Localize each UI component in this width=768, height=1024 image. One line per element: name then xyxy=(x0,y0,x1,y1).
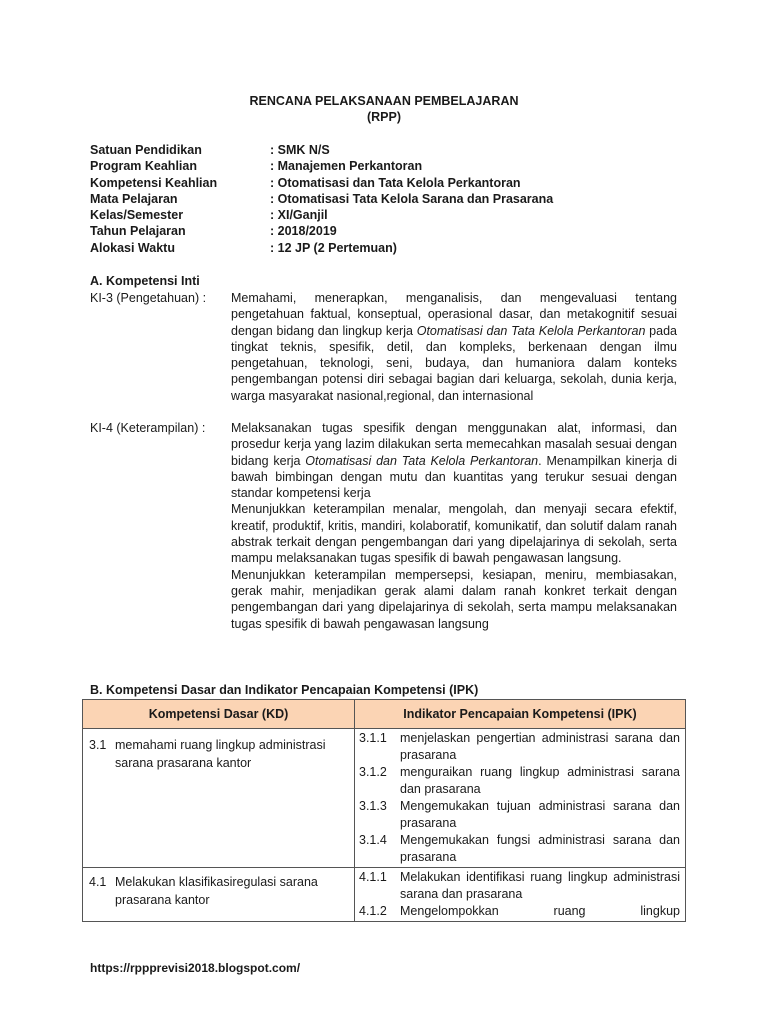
ki4-paragraph-2: Menunjukkan keterampilan menalar, mengolah, dan menyaji secara efektif, kreatif, produktif, kritis, mandiri, kolaboratif, komunikatif, dan solutif dalam ranah abstrak terkait dengan pengembangan dari yang dipelajarinya di sekolah, serta mampu melaksanakan tugas spesifik di bawah pengawasan langsung. xyxy=(231,502,677,566)
identity-value: : Otomatisasi Tata Kelola Sarana dan Prasarana xyxy=(270,191,554,206)
identity-row xyxy=(90,158,690,174)
identity-label: Tahun Pelajaran xyxy=(90,224,186,239)
identity-value: : Otomatisasi dan Tata Kelola Perkantoran xyxy=(270,175,521,190)
kd-number: 3.1 xyxy=(89,738,107,752)
ki3-text-before: Memahami, menerapkan, menganalisis, dan mengevaluasi tentang pengetahuan faktual, konseptual, operasional dasar, dan metakognitif sesuai dengan bidang dan lingkup kerja xyxy=(231,291,677,338)
ipk-text: menjelaskan pengertian administrasi sarana dan prasarana xyxy=(400,731,680,762)
ki3-paragraph xyxy=(231,290,677,404)
ipk-item xyxy=(359,764,680,798)
kd-number: 4.1 xyxy=(89,875,107,889)
identity-label: Mata Pelajaran xyxy=(90,191,178,206)
column-header-ipk: Indikator Pencapaian Kompetensi (IPK) xyxy=(355,700,686,729)
ipk-text: Mengemukakan fungsi administrasi sarana dan prasarana xyxy=(400,833,680,864)
ipk-number: 3.1.2 xyxy=(359,765,387,779)
ki3-body xyxy=(231,290,677,404)
identity-value: : XI/Ganjil xyxy=(270,208,328,223)
identity-value: : 2018/2019 xyxy=(270,224,337,239)
document-subtitle: (RPP) xyxy=(366,110,402,124)
identity-label: Alokasi Waktu xyxy=(90,240,175,255)
kd-cell xyxy=(83,868,355,922)
ipk-text: Melakukan identifikasi ruang lingkup administrasi sarana dan prasarana xyxy=(400,870,680,901)
table-row xyxy=(83,729,686,868)
identity-label: Satuan Pendidikan xyxy=(90,143,202,157)
ipk-text: Mengelompokkan ruang lingkup xyxy=(400,904,680,918)
identity-label: Kompetensi Keahlian xyxy=(90,175,218,190)
ki4-paragraph-1 xyxy=(231,420,677,501)
kd-item xyxy=(89,737,348,772)
ki3-label: KI-3 (Pengetahuan) : xyxy=(90,291,207,305)
kd-text: Melakukan klasifikasiregulasi sarana prasarana kantor xyxy=(115,875,318,907)
ipk-item xyxy=(359,730,680,764)
identity-value: : Manajemen Perkantoran xyxy=(270,159,423,174)
column-header-kd: Kompetensi Dasar (KD) xyxy=(83,700,355,729)
identity-value: : SMK N/S xyxy=(270,143,330,157)
table-row xyxy=(83,868,686,922)
identity-label: Kelas/Semester xyxy=(90,208,184,223)
ipk-number: 3.1.3 xyxy=(359,799,387,813)
identity-value: : 12 JP (2 Pertemuan) xyxy=(270,240,397,255)
ki4-body xyxy=(231,420,677,632)
ipk-item xyxy=(359,798,680,832)
identity-label: Program Keahlian xyxy=(90,159,197,174)
section-b-heading: B. Kompetensi Dasar dan Indikator Pencapaian Kompetensi (IPK) xyxy=(90,683,479,697)
kd-text: memahami ruang lingkup administrasi sarana prasarana kantor xyxy=(115,738,326,770)
identity-row xyxy=(90,240,690,256)
ipk-cell xyxy=(355,729,686,868)
identity-block xyxy=(90,142,690,256)
ki3-text-after: pada tingkat teknis, spesifik, detil, dan kompleks, berkenaan dengan ilmu pengetahuan, teknologi, seni, budaya, dan humaniora dalam konteks pengembangan potensi diri sebagai bagian dari keluarga, sekolah, dunia kerja, warga masyarakat nasional,regional, dan internasional xyxy=(231,323,677,403)
identity-row xyxy=(90,142,690,158)
ipk-number: 3.1.1 xyxy=(359,731,387,745)
document-title: RENCANA PELAKSANAAN PEMBELAJARAN xyxy=(249,94,519,108)
ipk-text: Mengemukakan tujuan administrasi sarana dan prasarana xyxy=(400,799,680,830)
identity-row xyxy=(90,191,690,207)
ki4-p1-italic: Otomatisasi dan Tata Kelola Perkantoran xyxy=(305,453,539,468)
ipk-text: menguraikan ruang lingkup administrasi sarana dan prasarana xyxy=(400,765,680,796)
ipk-item xyxy=(359,832,680,866)
kd-item xyxy=(89,874,348,909)
table-header-row xyxy=(83,700,686,729)
ki4-label: KI-4 (Keterampilan) : xyxy=(90,421,206,435)
ki4-paragraph-3: Menunjukkan keterampilan mempersepsi, kesiapan, meniru, membiasakan, gerak mahir, menjadikan gerak alami dalam ranah konkret terkait dengan pengembangan dari yang dipelajarinya di sekolah, serta mampu melaksanakan tugas spesifik di bawah pengawasan langsung xyxy=(231,567,677,631)
kd-ipk-table xyxy=(82,699,686,922)
ki4-p1-after: . Menampilkan kinerja di bawah bimbingan dengan mutu dan kuantitas yang terukur sesuai dengan standar kompetensi kerja xyxy=(231,453,677,501)
ipk-item xyxy=(359,903,680,920)
ki4-p1-before: Melaksanakan tugas spesifik dengan menggunakan alat, informasi, dan prosedur kerja yang lazim dilakukan serta memecahkan masalah sesuai dengan bidang kerja xyxy=(231,421,677,468)
identity-row xyxy=(90,207,690,223)
ki3-text-italic: Otomatisasi dan Tata Kelola Perkantoran xyxy=(416,323,646,338)
identity-row xyxy=(90,175,690,191)
ipk-number: 4.1.1 xyxy=(359,870,387,884)
ipk-number: 3.1.4 xyxy=(359,833,387,847)
section-a-heading: A. Kompetensi Inti xyxy=(90,274,200,288)
ipk-cell xyxy=(355,868,686,922)
identity-row xyxy=(90,223,690,239)
kd-cell xyxy=(83,729,355,868)
footer-url[interactable]: https://rppprevisi2018.blogspot.com/ xyxy=(90,961,301,975)
ipk-item xyxy=(359,869,680,903)
ipk-number: 4.1.2 xyxy=(359,904,387,918)
